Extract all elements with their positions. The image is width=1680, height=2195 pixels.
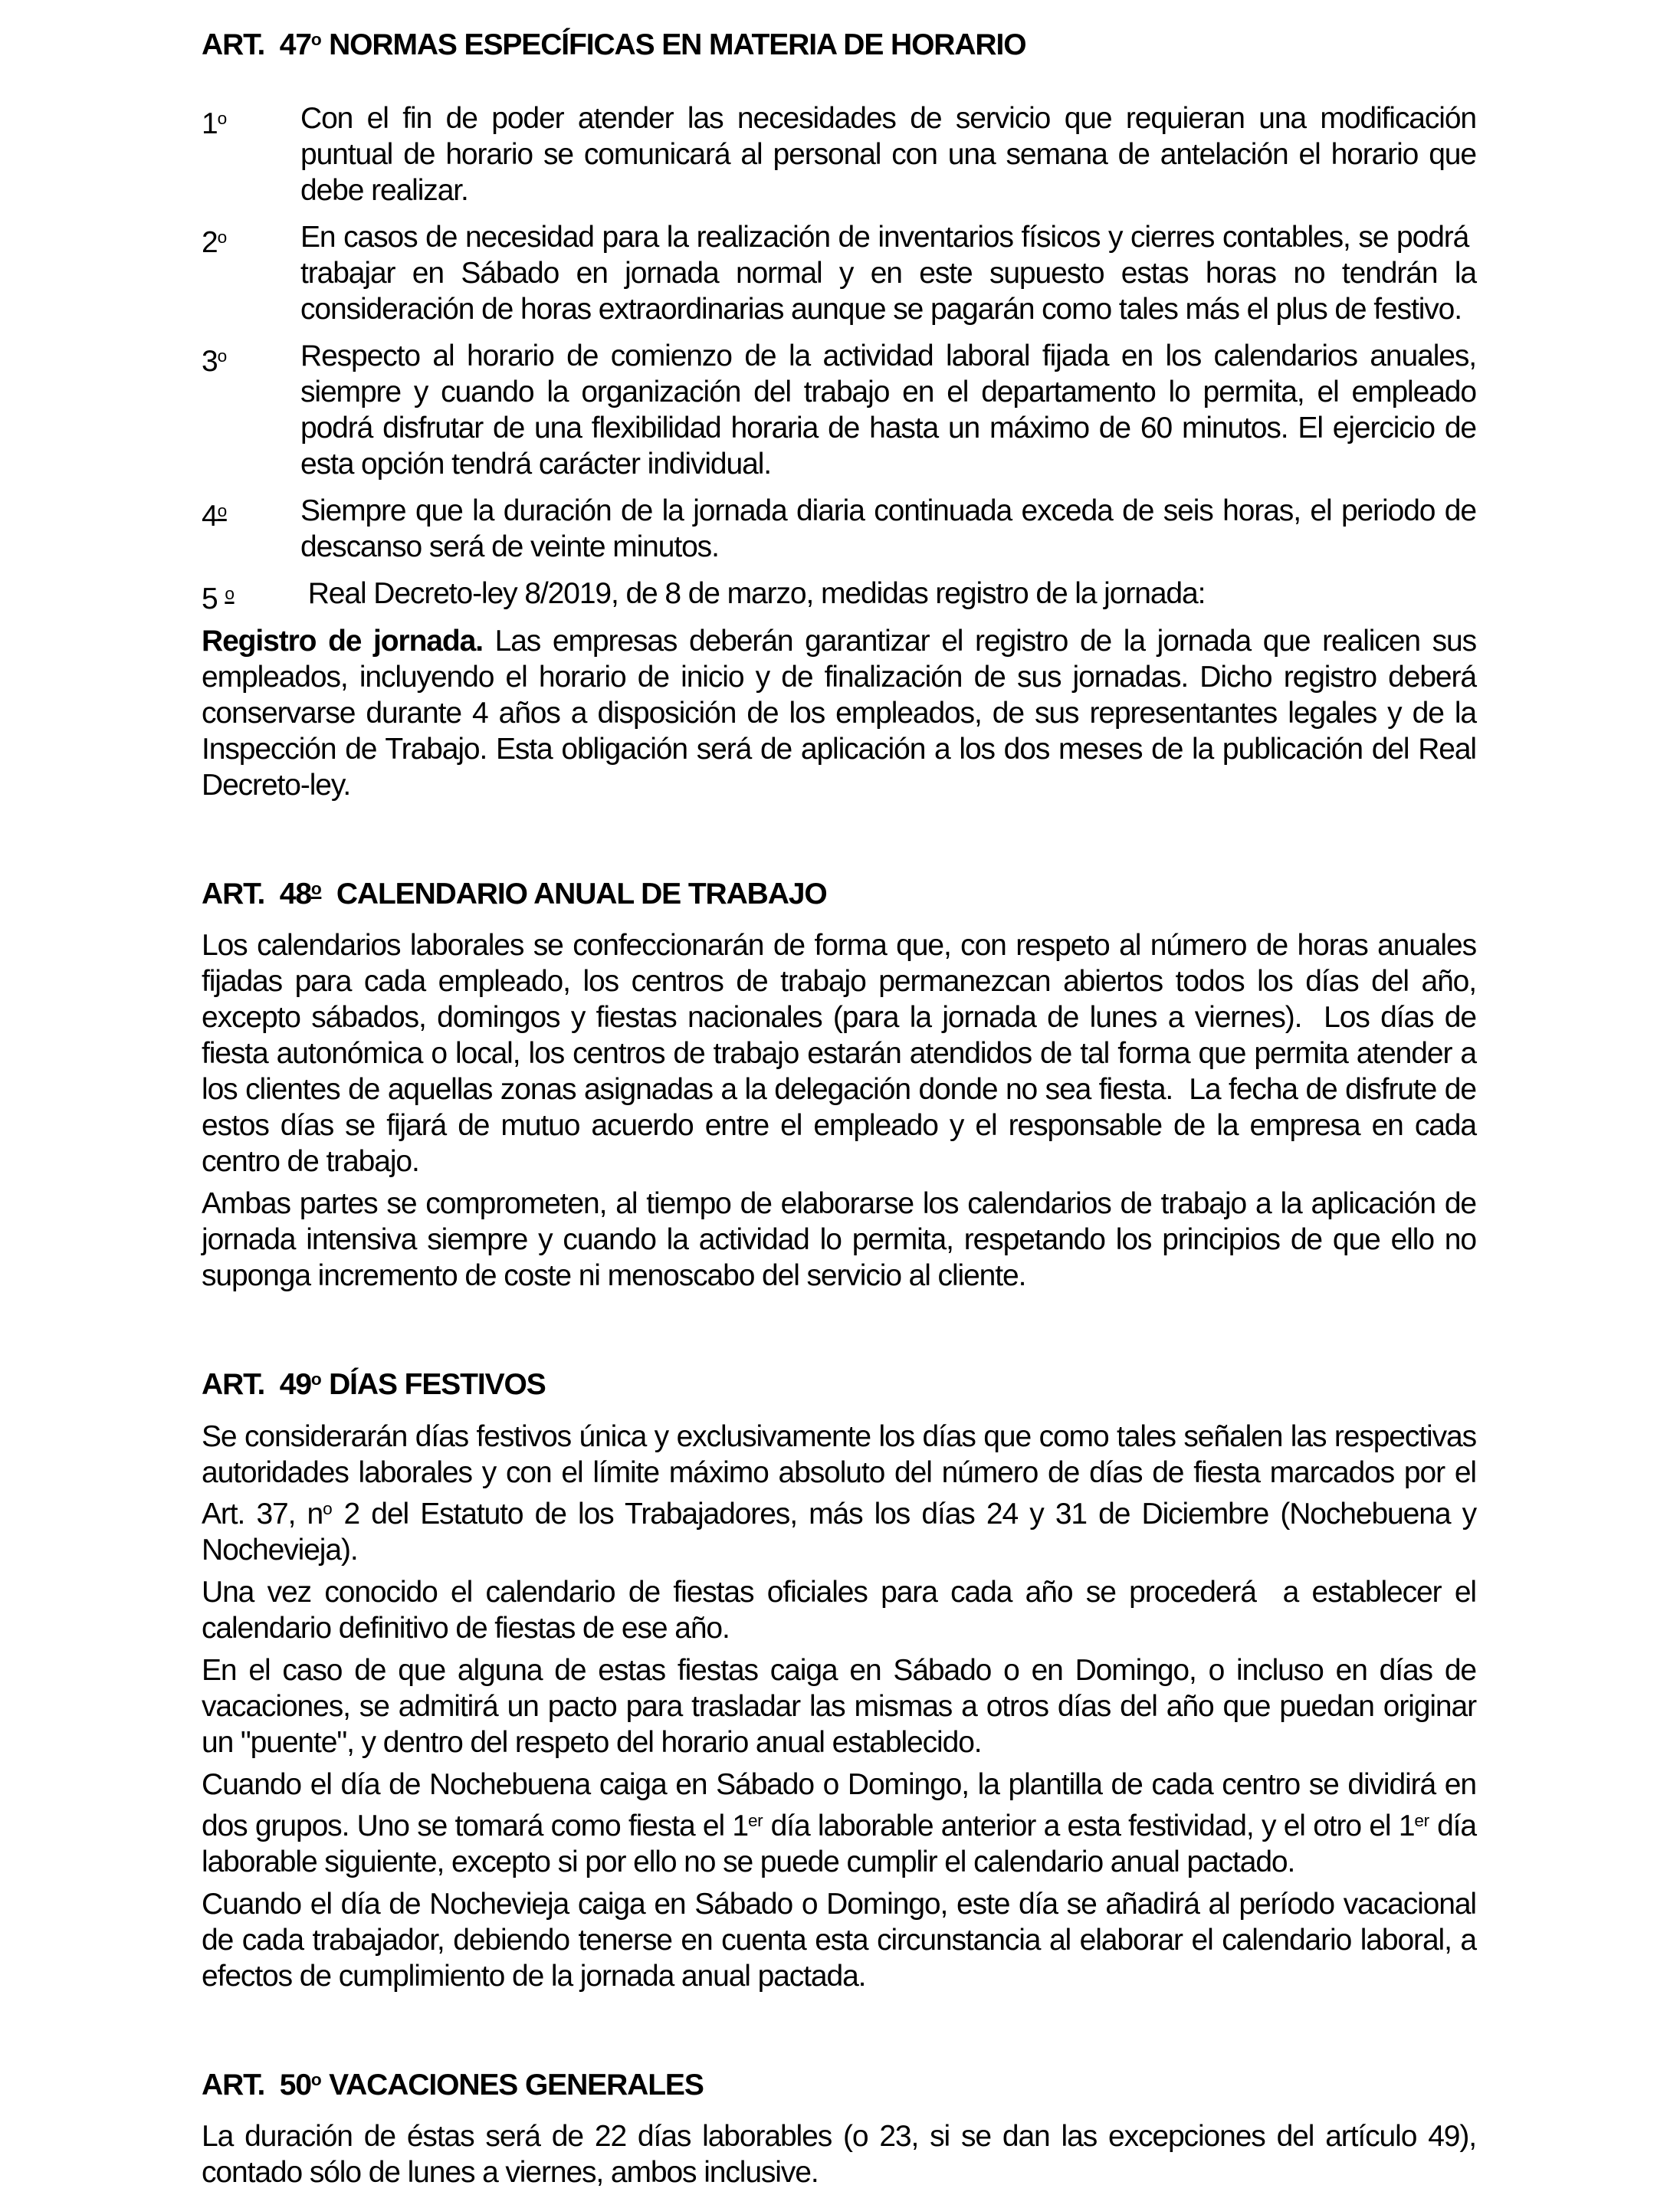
item-2-text <box>300 219 1476 327</box>
text-run: er <box>748 1810 763 1830</box>
text-run: Registro de jornada. <box>202 624 483 658</box>
text-run: día laborable anterior a esta festividad, y el otro el 1 <box>763 1809 1415 1842</box>
text-run: Con el fin de poder atender las necesidades de servicio que requieran una modificación puntual de horario se comunicará al personal con una semana de antelación el horario que debe realizar. <box>300 101 1476 207</box>
text-run: 3 <box>202 344 218 378</box>
text-run: Real Decreto-ley 8/2019, de 8 de marzo, medidas registro de la jornada: <box>300 576 1206 610</box>
text-run: día laborable siguiente, excepto si por ello no se puede cumplir el calendario anual pactado. <box>202 1809 1476 1878</box>
article-49-paragraph-3 <box>202 1652 1476 1760</box>
text-run: o <box>225 583 235 603</box>
text-run: En casos de necesidad para la realización de inventarios físicos y cierres contables, se podrá trabajar en Sábado en jornada normal y en este supuesto estas horas no tendrán la consideración de horas extraordinarias aunque se pagarán como tales más el plus de festivo. <box>300 220 1476 326</box>
text-run: Una vez conocido el calendario de fiestas oficiales para cada año se procederá a establecer el calendario definitivo de fiestas de ese año. <box>202 1575 1476 1645</box>
numbered-item-3 <box>202 338 1476 482</box>
item-5-number <box>202 576 300 617</box>
item-5-text <box>300 576 1476 617</box>
text-run: 5 <box>202 582 225 615</box>
text-run: er <box>1414 1810 1429 1830</box>
numbered-item-4 <box>202 493 1476 565</box>
numbered-item-1 <box>202 100 1476 208</box>
text-run: Cuando el día de Nochebuena caiga en Sábado o Domingo, la plantilla de cada centro se dividirá en dos grupos. Uno se tomará como fiesta el 1 <box>202 1767 1476 1842</box>
article-49-paragraph-1 <box>202 1419 1476 1568</box>
text-run: En el caso de que alguna de estas fiestas caiga en Sábado o en Domingo, o incluso en días de vacaciones, se admitirá un pacto para trasladar las mismas a otros días del año que puedan originar un "puente", y dentro del respeto del horario anual establecido. <box>202 1653 1476 1759</box>
text-run: o <box>217 500 227 520</box>
text-run: Respecto al horario de comienzo de la actividad laboral fijada en los calendarios anuales, siempre y cuando la organización del trabajo en el departamento lo permita, el empleado podrá disfrutar de una flexibilidad horaria de hasta un máximo de 60 minutos. El ejercicio de esta opción tendrá carácter individual. <box>300 339 1476 481</box>
text-run: La duración de éstas será de 22 días laborables (o 23, si se dan las excepciones del artículo 49), contado sólo de lunes a viernes, ambos inclusive. <box>202 2120 1476 2190</box>
text-run: o <box>323 1499 333 1518</box>
numbered-item-2 <box>202 219 1476 327</box>
article-49-heading <box>202 1361 1476 1403</box>
article-49-paragraph-2 <box>202 1574 1476 1646</box>
text-run: 2 del Estatuto de los Trabajadores, más los días 24 y 31 de Diciembre (Nochebuena y Nochevieja). <box>202 1497 1476 1567</box>
article-50-heading <box>202 2062 1476 2103</box>
text-run: o <box>217 108 227 128</box>
text-run: ART. 49 <box>202 1368 311 1401</box>
article-48-paragraph-2 <box>202 1186 1476 1294</box>
text-run: o <box>310 1370 322 1390</box>
article-49-paragraph-4 <box>202 1767 1476 1880</box>
registro-de-jornada-paragraph <box>202 623 1476 803</box>
article-50-paragraph-1 <box>202 2118 1476 2190</box>
article-48-heading <box>202 871 1476 912</box>
text-run: o <box>217 346 227 366</box>
text-run: ART. 48 <box>202 877 311 910</box>
text-run: CALENDARIO ANUAL DE TRABAJO <box>321 877 827 910</box>
text-run: o <box>310 30 322 49</box>
item-3-text <box>300 338 1476 482</box>
text-run: Se considerarán días festivos única y exclusivamente los días que como tales señalen las respectivas autoridades laborales y con el límite máximo absoluto del número de días de fiesta marcados por el Art. 37, n <box>202 1420 1476 1531</box>
text-run: o <box>217 227 227 247</box>
numbered-item-5 <box>202 576 1476 617</box>
text-run: 4 <box>202 499 218 533</box>
text-run: Los calendarios laborales se confeccionarán de forma que, con respeto al número de horas anuales fijadas para cada empleado, los centros de trabajo permanezcan abiertos todos los días del año, excepto sábados, domingos y fiestas nacionales (para la jornada de lunes a viernes). Los días de fiesta autonómica o local, los centros de trabajo estarán atendidos de tal forma que permita atender a los clientes de aquellas zonas asignadas a la delegación donde no sea fiesta. La fecha de disfrute de estos días se fijará de mutuo acuerdo entre el empleado y el responsable de la empresa en cada centro de trabajo. <box>202 929 1476 1179</box>
text-run: 2 <box>202 225 218 259</box>
item-3-number <box>202 338 300 482</box>
text-run: Siempre que la duración de la jornada diaria continuada exceda de seis horas, el periodo de descanso será de veinte minutos. <box>300 494 1476 563</box>
item-4-text <box>300 493 1476 565</box>
item-1-text <box>300 100 1476 208</box>
text-run: NORMAS ESPECÍFICAS EN MATERIA DE HORARIO <box>321 28 1026 61</box>
text-run: ART. 50 <box>202 2068 311 2101</box>
text-run: DÍAS FESTIVOS <box>321 1368 546 1401</box>
text-run: Ambas partes se comprometen, al tiempo de elaborarse los calendarios de trabajo a la aplicación de jornada intensiva siempre y cuando la actividad lo permita, respetando los principios de que ello no suponga incremento de coste ni menoscabo del servicio al cliente. <box>202 1187 1476 1293</box>
item-2-number <box>202 219 300 327</box>
article-47-heading <box>202 21 1476 63</box>
text-run: Cuando el día de Nochevieja caiga en Sábado o Domingo, este día se añadirá al período vacacional de cada trabajador, debiendo tenerse en cuenta esta circunstancia al elaborar el calendario laboral, a efectos de cumplimiento de la jornada anual pactada. <box>202 1887 1476 1993</box>
item-4-number <box>202 493 300 565</box>
text-run: ART. 47 <box>202 28 311 61</box>
text-run: 1 <box>202 107 218 140</box>
text-run: o <box>310 878 322 898</box>
item-1-number <box>202 100 300 208</box>
article-48-paragraph-1 <box>202 927 1476 1180</box>
article-49-paragraph-5 <box>202 1886 1476 1994</box>
text-run: VACACIONES GENERALES <box>321 2068 704 2101</box>
text-run: o <box>310 2069 322 2089</box>
text-run: Las empresas deberán garantizar el registro de la jornada que realicen sus empleados, incluyendo el horario de inicio y de finalización de sus jornadas. Dicho registro deberá conservarse durante 4 años a disposición de los empleados, de sus representantes legales y de la Inspección de Trabajo. Esta obligación será de aplicación a los dos meses de la publicación del Real Decreto-ley. <box>202 624 1476 802</box>
